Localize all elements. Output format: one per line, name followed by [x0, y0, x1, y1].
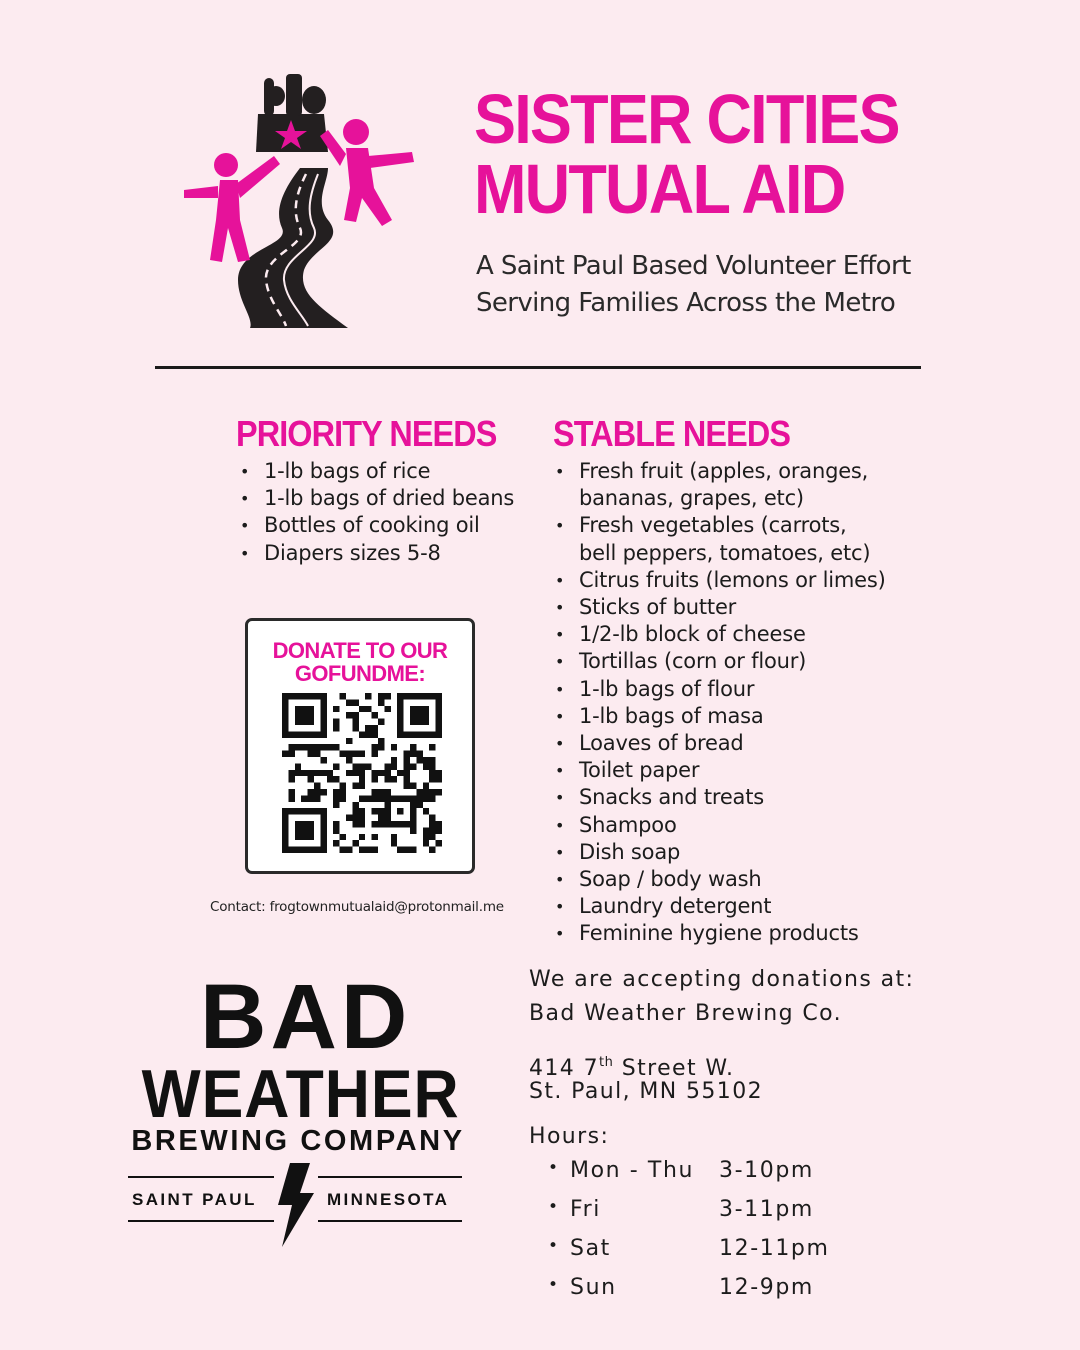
list-item: • Fresh fruit (apples, oranges, — [553, 458, 913, 485]
list-item: • Dish soap — [553, 839, 913, 866]
hours-time: 3-11pm — [719, 1197, 814, 1222]
hours-day: Fri — [570, 1197, 602, 1222]
list-item: • Sticks of butter — [553, 594, 913, 621]
logo-rule — [318, 1176, 462, 1178]
header-divider — [155, 366, 921, 369]
list-item: • 1-lb bags of masa — [553, 703, 913, 730]
list-item: • Laundry detergent — [553, 893, 913, 920]
list-item: • Bottles of cooking oil — [238, 512, 538, 539]
org-title-line: MUTUAL AID — [474, 150, 845, 228]
street-suffix: th — [598, 1055, 614, 1070]
logo-state: MINNESOTA — [327, 1190, 450, 1209]
list-item: • Feminine hygiene products — [553, 920, 913, 947]
hours-day: Mon - Thu — [570, 1158, 695, 1183]
donate-title-line: GOFUNDME: — [294, 661, 426, 686]
tagline-line: Serving Families Across the Metro — [476, 288, 896, 318]
contact-email: Contact: frogtownmutualaid@protonmail.me — [210, 899, 504, 915]
list-item: • Diapers sizes 5-8 — [238, 540, 538, 567]
bullet: • — [548, 1197, 560, 1217]
mutual-aid-logo-icon — [178, 70, 428, 332]
lightning-bolt-icon — [270, 1163, 320, 1247]
tagline — [476, 248, 936, 322]
city-line: St. Paul, MN 55102 — [529, 1079, 763, 1104]
list-item: • 1/2-lb block of cheese — [553, 621, 913, 648]
tagline-line: A Saint Paul Based Volunteer Effort — [476, 251, 911, 281]
list-item: • 1-lb bags of dried beans — [238, 485, 538, 512]
list-item: • Toilet paper — [553, 757, 913, 784]
list-item: • 1-lb bags of flour — [553, 676, 913, 703]
qr-code-icon[interactable] — [282, 693, 442, 853]
donate-title — [248, 639, 472, 685]
org-title — [474, 80, 899, 228]
list-item: • Shampoo — [553, 812, 913, 839]
list-item: • Citrus fruits (lemons or limes) — [553, 567, 913, 594]
list-item: • Fresh vegetables (carrots, — [553, 512, 913, 539]
hours-day: Sat — [570, 1236, 611, 1261]
list-item-continuation: bell peppers, tomatoes, etc) — [579, 540, 871, 565]
logo-rule — [318, 1220, 462, 1222]
list-item: • Snacks and treats — [553, 784, 913, 811]
brewery-logo-line: BAD — [200, 966, 412, 1068]
list-item: • Tortillas (corn or flour) — [553, 648, 913, 675]
logo-city: SAINT PAUL — [132, 1190, 257, 1209]
bullet: • — [548, 1236, 560, 1256]
street-number: 414 7 — [529, 1056, 599, 1081]
stable-needs-list — [553, 458, 913, 948]
list-item: • 1-lb bags of rice — [238, 458, 538, 485]
street-name: Street W. — [613, 1056, 735, 1081]
hours-day: Sun — [570, 1275, 617, 1300]
priority-needs-heading: PRIORITY NEEDS — [236, 413, 497, 454]
stable-needs-heading: STABLE NEEDS — [553, 413, 791, 454]
donate-title-line: DONATE TO OUR — [272, 638, 448, 663]
list-item-continuation: bananas, grapes, etc) — [579, 486, 804, 511]
logo-rule — [128, 1176, 274, 1178]
donation-intro: We are accepting donations at: — [529, 967, 915, 992]
list-item: • Loaves of bread — [553, 730, 913, 757]
bullet: • — [548, 1275, 560, 1295]
hours-label: Hours: — [529, 1124, 610, 1149]
hours-time: 12-11pm — [719, 1236, 830, 1261]
bullet: • — [548, 1158, 560, 1178]
brewery-logo-line: WEATHER — [141, 1056, 460, 1132]
donate-card — [245, 618, 475, 874]
list-item: • Soap / body wash — [553, 866, 913, 893]
priority-needs-list — [238, 458, 538, 567]
venue-name: Bad Weather Brewing Co. — [529, 1001, 842, 1026]
org-title-line: SISTER CITIES — [474, 80, 899, 158]
brewery-logo-line: BREWING COMPANY — [131, 1125, 465, 1157]
logo-rule — [128, 1220, 274, 1222]
hours-time: 12-9pm — [719, 1275, 814, 1300]
hours-time: 3-10pm — [719, 1158, 814, 1183]
